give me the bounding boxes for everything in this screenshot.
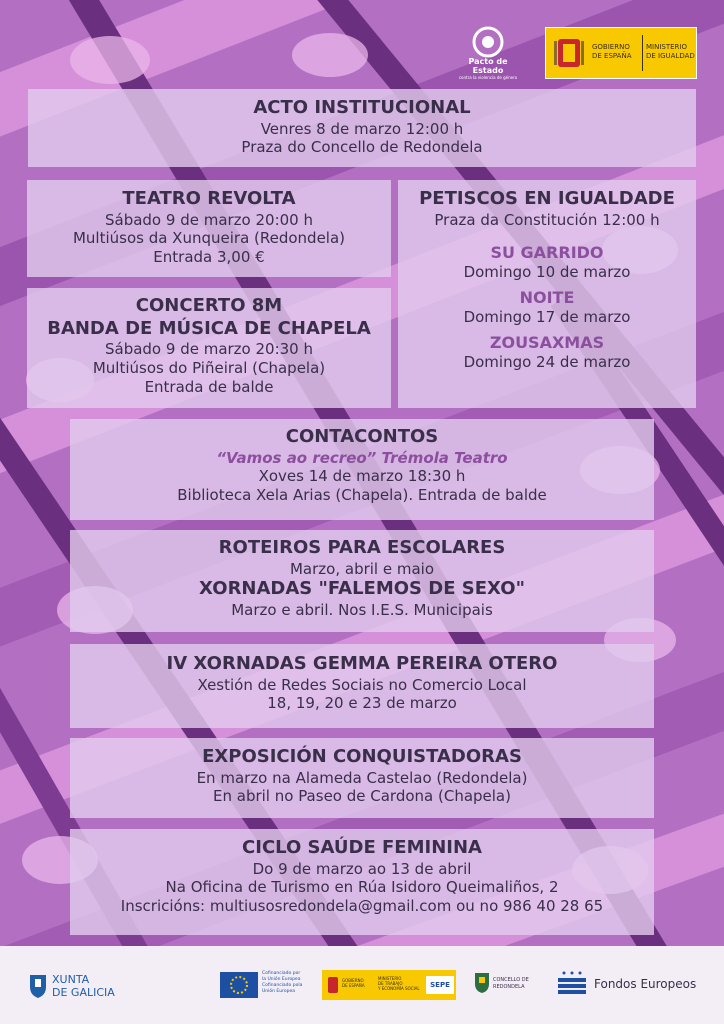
xunta-line1: XUNTA (52, 973, 90, 986)
event-datetime: Xoves 14 de marzo 18:30 h (258, 467, 466, 486)
event-location: Na Oficina de Turismo en Rúa Isidoro Queimaliños, 2 (165, 878, 559, 897)
event-title: CONCERTO 8M (135, 295, 283, 316)
event-dates: Marzo, abril e maio (289, 559, 435, 578)
event-show-title: “Vamos ao recreo” Trémola Teatro (216, 448, 508, 467)
spain-coat-of-arms-icon (326, 975, 340, 995)
sepe-label: SEPE (426, 976, 454, 994)
event-ciclo-saude-feminina (70, 829, 654, 935)
ministerio-trabajo-line3: Y ECONOMÍA SOCIAL (378, 986, 420, 992)
event-location-2: En abril no Paseo de Cardona (Chapela) (213, 787, 511, 806)
fondos-europeos-icon (556, 970, 588, 998)
performer-name: ZOUSAXMAS (489, 332, 605, 352)
event-title: EXPOSICIÓN CONQUISTADORAS (202, 746, 522, 767)
ministerio-line2: DE IGUALDAD (646, 51, 695, 60)
event-title: CONTACONTOS (285, 426, 439, 447)
event-details: Marzo e abril. Nos I.E.S. Municipais (231, 600, 493, 619)
event-xornadas-gemma-pereira-otero (70, 644, 654, 728)
pacto-subtitle: contra la violencia de género (458, 74, 518, 80)
event-title: ACTO INSTITUCIONAL (253, 97, 471, 118)
gobierno-trabajo-sepe-logo (322, 970, 456, 1000)
event-location: Multiúsos da Xunqueira (Redondela) (72, 229, 346, 248)
event-contacontos (70, 419, 654, 520)
header-logos (0, 0, 724, 85)
ue-line1: Cofinanciado por (262, 971, 301, 976)
gobierno-line2: DE ESPAÑA (592, 51, 632, 60)
galicia-shield-icon (28, 973, 48, 999)
event-location: Biblioteca Xela Arias (Chapela). Entrada de balde (177, 486, 547, 504)
event-concerto-8m (27, 288, 391, 408)
xunta-line2: DE GALICIA (52, 986, 115, 1000)
performer-date: Domingo 24 de marzo (463, 352, 631, 371)
ministerio-trabajo-line1: MINISTERIO (378, 976, 402, 981)
event-dates: Do 9 de marzo ao 13 de abril (252, 859, 472, 878)
redondela-shield-icon (474, 972, 490, 994)
event-title: IV XORNADAS GEMMA PEREIRA OTERO (166, 653, 558, 674)
event-petiscos-en-igualdade (398, 180, 696, 408)
event-title: CICLO SAÚDE FEMININA (242, 837, 482, 858)
spain-coat-of-arms-icon (554, 35, 584, 71)
performer-name: SU GARRIDO (490, 243, 604, 263)
event-location: Multiúsos do Piñeiral (Chapela) (92, 358, 326, 377)
event-subtitle: BANDA DE MÚSICA DE CHAPELA (47, 317, 371, 339)
event-topic: Xestión de Redes Sociais no Comercio Local (197, 675, 527, 694)
ue-line3: Cofinanciado pola (262, 982, 303, 988)
event-datetime: Sábado 9 de marzo 20:30 h (104, 340, 313, 358)
gobierno-footer-line2: DE ESPAÑA (342, 983, 365, 989)
fondos-europeos-label: Fondos Europeos (594, 977, 697, 991)
event-location: Praza da Constitución 12:00 h (434, 210, 660, 229)
eu-cofinanced-logo (220, 970, 310, 1002)
gobierno-igualdad-logo (545, 27, 697, 79)
performer-date: Domingo 10 de marzo (463, 263, 631, 282)
fondos-europeos-logo (556, 970, 706, 1000)
concello-line2: REDONDELA (493, 983, 525, 990)
gobierno-footer-line1: GOBIERNO (342, 978, 364, 983)
gobierno-line1: GOBIERNO (592, 43, 630, 51)
event-location: Praza do Concello de Redondela (241, 138, 483, 157)
event-roteiros-para-escolares (70, 530, 654, 632)
event-registration: Inscricións: multiusosredondela@gmail.com ou no 986 40 28 65 (120, 897, 604, 915)
ministerio-line1: MINISTERIO (646, 43, 687, 51)
xunta-de-galicia-logo (28, 970, 138, 1004)
event-datetime: Venres 8 de marzo 12:00 h (260, 119, 464, 138)
eu-flag-icon (220, 972, 258, 998)
event-acto-institucional (28, 89, 696, 167)
event-dates: 18, 19, 20 e 23 de marzo (267, 694, 457, 713)
ministerio-trabajo-line2: DE TRABAJO (378, 981, 403, 987)
event-title: ROTEIROS PARA ESCOLARES (218, 537, 506, 558)
performer-name: NOITE (519, 288, 575, 307)
concello-line1: CONCELLO DE (493, 977, 529, 983)
pacto-title: Pacto de Estado (468, 57, 508, 75)
pacto-emblem-icon (466, 26, 510, 58)
event-price: Entrada de balde (144, 377, 274, 396)
performer-date: Domingo 17 de marzo (463, 308, 631, 326)
event-teatro-revolta (27, 180, 391, 277)
event-title-secondary: XORNADAS "FALEMOS DE SEXO" (199, 578, 525, 600)
footer-sponsors (0, 946, 724, 1024)
event-exposicion-conquistadoras (70, 738, 654, 818)
event-title: PETISCOS EN IGUALDADE (419, 188, 675, 209)
event-datetime: Sábado 9 de marzo 20:00 h (104, 210, 313, 229)
concello-redondela-logo (474, 968, 544, 1008)
ue-line2: la Unión Europea (262, 976, 301, 982)
event-title: TEATRO REVOLTA (122, 188, 296, 209)
event-price: Entrada 3,00 € (153, 248, 265, 266)
pacto-de-estado-logo (452, 26, 524, 78)
event-location-1: En marzo na Alameda Castelao (Redondela) (196, 768, 528, 787)
ue-line4: Unión Europea (262, 988, 296, 994)
